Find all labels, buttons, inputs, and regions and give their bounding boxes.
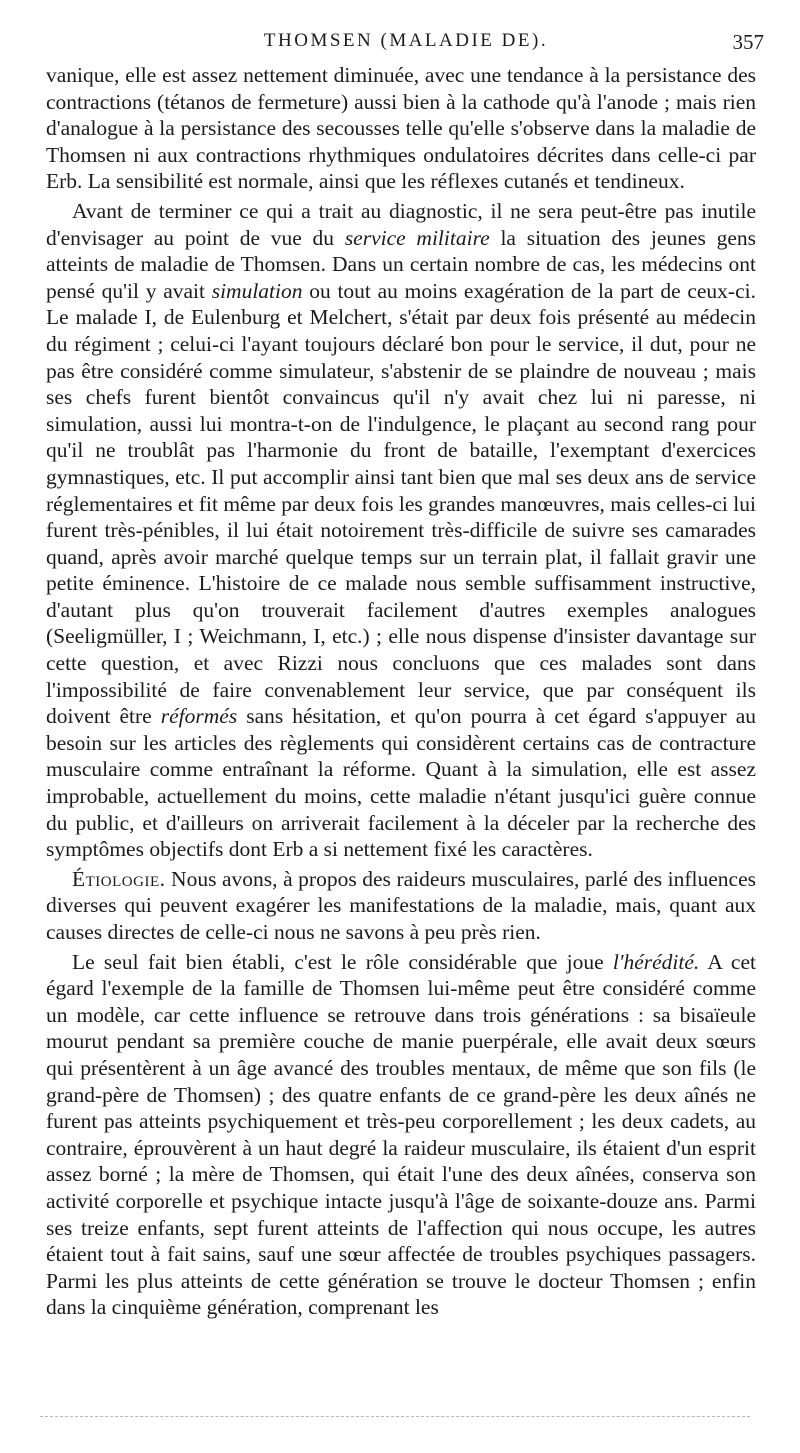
- page-number: 357: [732, 30, 764, 54]
- italic-term-heredite: l'hérédité.: [612, 949, 700, 974]
- text-segment: Le seul fait bien établi, c'est le rôle considérable que joue: [72, 949, 613, 974]
- text-segment: la situation des jeunes gens atteints de maladie de Thomsen. Dans un certain nombre de cas, les médecins ont pensé qu'il y avait: [46, 225, 756, 303]
- section-heading-etiologie: Étiologie.: [72, 866, 166, 891]
- running-title: THOMSEN (MALADIE DE).: [263, 30, 549, 51]
- footer-rule: [40, 1416, 750, 1417]
- page-header: [48, 30, 764, 56]
- body-text: [46, 62, 756, 1321]
- italic-term-service-militaire: service militaire: [344, 225, 490, 250]
- italic-term-reformes: réformés: [160, 704, 238, 729]
- text-segment: A cet égard l'exemple de la famille de Thomsen lui-même peut être considéré comme un modèle, car cette influence se retrouve dans trois générations : sa bisaïeule mourut pendant sa première couche de manie puerpérale, elle avait deux sœurs qui présentèrent à un âge avancé des troubles mentaux, de même que son fils (le grand-père de Thomsen) ; des quatre enfants de ce grand-père les deux aînés ne furent pas atteints psychiquement et très-peu corporellement ; les deux cadets, au contraire, éprouvèrent à un haut degré la raideur musculaire, ils étaient d'un esprit assez borné ; la mère de Thomsen, qui était l'une des deux aînées, conserva son activité corporelle et psychique intacte jusqu'à l'âge de soixante-douze ans. Parmi ses treize enfants, sept furent atteints de l'affection qui nous occupe, les autres étaient tout à fait sains, sauf une sœur affectée de troubles psychiques passagers. Parmi les plus atteints de cette génération se trouve le docteur Thomsen ; enfin dans la cinquième génération, comprenant les: [46, 949, 756, 1320]
- paragraph-etiologie: [46, 866, 756, 946]
- text-segment: Avant de terminer ce qui a trait au diagnostic, il ne sera peut-être pas inutile d'envisager au point de vue du: [46, 198, 756, 250]
- paragraph-continuation: [46, 62, 756, 195]
- italic-term-simulation: simulation: [211, 278, 303, 303]
- text-segment: sans hésitation, et qu'on pourra à cet égard s'appuyer au besoin sur les articles des règlements qui considèrent certains cas de contracture musculaire comme entraînant la réforme. Quant à la simulation, elle est assez improbable, actuellement du moins, cette maladie n'étant jusqu'ici guère connue du public, et d'ailleurs on arriverait facilement à la déceler par la recherche des symptômes objectifs dont Erb a si nettement fixé les caractères.: [46, 704, 756, 862]
- paragraph-service-militaire: [46, 198, 756, 863]
- text-segment: Nous avons, à propos des raideurs musculaires, parlé des influences diverses qui peuvent exagérer les manifestations de la maladie, mais, quant aux causes directes de celle-ci nous ne savons à peu près rien.: [46, 866, 756, 944]
- paragraph-heredite: [46, 949, 756, 1321]
- text-segment: vanique, elle est assez nettement diminuée, avec une tendance à la persistance des contractions (tétanos de fermeture) aussi bien à la cathode qu'à l'anode ; mais rien d'analogue à la persistance des secousses telle qu'elle s'observe dans la maladie de Thomsen ni aux contractions rhythmiques ondulatoires décrites dans celle-ci par Erb. La sensibilité est normale, ainsi que les réflexes cutanés et tendineux.: [46, 63, 756, 194]
- text-segment: ou tout au moins exagération de la part de ceux-ci. Le malade I, de Eulenburg et Melchert, s'était par deux fois présenté au médecin du régiment ; celui-ci l'ayant toujours déclaré bon pour le service, il dut, pour ne pas être considéré comme simulateur, s'abstenir de se plaindre de nouveau ; mais ses chefs furent bientôt convaincus qu'il n'y avait chez lui ni paresse, ni simulation, aussi lui montra-t-on de l'indulgence, le plaçant au second rang pour qu'il ne troublât pas l'harmonie du front de bataille, l'exemptant d'exercices gymnastiques, etc. Il put accomplir ainsi tant bien que mal ses deux ans de service réglementaires et fit même par deux fois les grandes manœuvres, mais celles-ci lui furent très-pénibles, il lui était notoirement très-difficile de suivre ses camarades quand, après avoir marché quelque temps sur un terrain plat, il fallait gravir une petite éminence. L'histoire de ce malade nous semble suffisamment instructive, d'autant plus qu'on trouverait facilement d'autres exemples analogues (Seeligmüller, I ; Weichmann, I, etc.) ; elle nous dispense d'insister davantage sur cette question, et avec Rizzi nous concluons que ces malades sont dans l'impossibilité de faire convenablement leur service, que par conséquent ils doivent être: [46, 278, 756, 729]
